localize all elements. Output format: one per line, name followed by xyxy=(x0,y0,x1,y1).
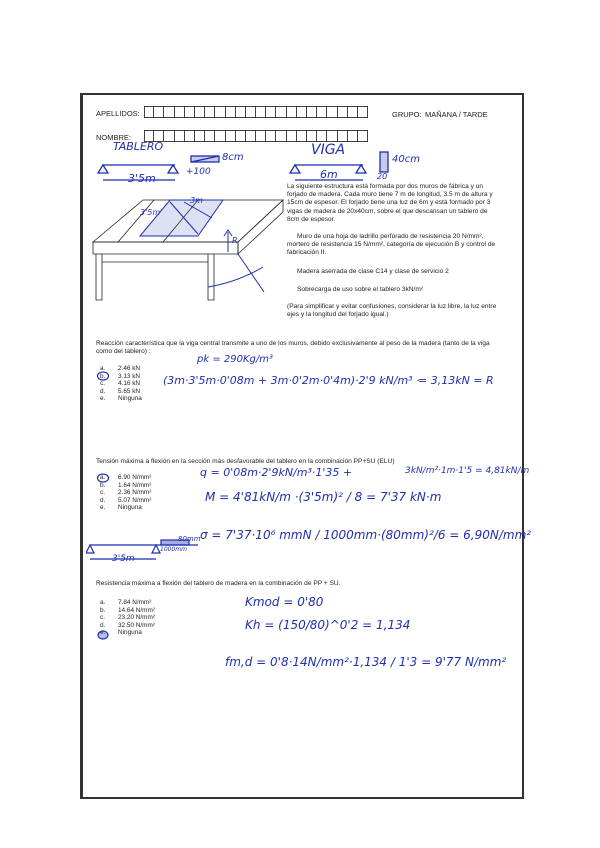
option-value: 3.13 kN xyxy=(118,372,141,380)
hw-dia-3m: 3m xyxy=(190,196,203,205)
letter-box[interactable] xyxy=(185,106,195,118)
q2-circle-mark xyxy=(96,473,110,483)
option-row[interactable] xyxy=(100,489,180,497)
option-row[interactable] xyxy=(100,388,170,396)
option-letter: b. xyxy=(100,372,106,380)
option-row[interactable] xyxy=(100,607,180,615)
grupo-label: GRUPO: xyxy=(392,110,422,119)
letter-box[interactable] xyxy=(144,106,154,118)
problem-muro: Muro de una hoja de ladrillo perforado de resistencia 20 N/mm², mortero de resistencia 15 N/mm², categoría de ejecución B y control de fabricación II. xyxy=(287,233,496,257)
option-value: 23.20 N/mm² xyxy=(118,614,155,622)
option-row[interactable] xyxy=(100,482,180,490)
option-letter: d. xyxy=(100,387,106,395)
hw-viga-6m: 6m xyxy=(320,168,338,181)
hw-viga-40: 40cm xyxy=(392,154,420,165)
option-value: 32.50 N/mm² xyxy=(118,621,155,629)
hw-tab-35m: 3'5m xyxy=(128,172,156,185)
hw-q1-pk: pk = 290Kg/m³ xyxy=(197,354,273,365)
option-row[interactable] xyxy=(100,504,180,512)
q1-circle-mark xyxy=(96,371,110,381)
option-row[interactable] xyxy=(100,380,170,388)
letter-box[interactable] xyxy=(154,106,164,118)
option-value: 2.36 N/mm² xyxy=(118,489,152,497)
letter-box[interactable] xyxy=(256,106,266,118)
option-letter: a. xyxy=(100,365,106,372)
option-value: Ninguna xyxy=(118,629,142,637)
hw-q3-fmd: fm,d = 0'8·14N/mm²·1,134 / 1'3 = 9'77 N/mm² xyxy=(225,655,507,669)
hw-q2-sigma: σ = 7'37·10⁶ mmN / 1000mm·(80mm)²/6 = 6,90N/mm² xyxy=(200,528,532,542)
apellidos-label: APELLIDOS: xyxy=(96,109,140,118)
letter-box[interactable] xyxy=(175,106,185,118)
option-letter: e. xyxy=(100,504,106,512)
apellidos-boxes[interactable] xyxy=(144,106,368,118)
hw-q2-q-tail: 3kN/m²·1m·1'5 = 4,81kN/m xyxy=(405,466,530,476)
option-value: Ninguna xyxy=(118,504,142,512)
option-letter: e. xyxy=(100,629,106,637)
option-row[interactable] xyxy=(100,474,180,482)
option-letter: b. xyxy=(100,606,106,614)
letter-box[interactable] xyxy=(205,106,215,118)
letter-box[interactable] xyxy=(338,106,348,118)
option-row[interactable] xyxy=(100,395,170,403)
option-letter: c. xyxy=(100,380,105,388)
hw-q2-35m: 3'5m xyxy=(112,554,135,564)
option-value: 5.65 kN xyxy=(118,387,141,395)
hw-tab-8cm: 8cm xyxy=(222,152,244,163)
option-letter: d. xyxy=(100,496,106,504)
hw-viga-20: 20 xyxy=(377,172,388,181)
option-letter: d. xyxy=(100,621,106,629)
hw-q3-kh: Kh = (150/80)^0'2 = 1,134 xyxy=(245,618,411,632)
q3-circle-mark xyxy=(96,630,110,640)
option-letter: a. xyxy=(100,474,106,481)
letter-box[interactable] xyxy=(287,106,297,118)
option-value: 2.46 kN xyxy=(118,365,141,372)
option-letter: a. xyxy=(100,599,106,606)
letter-box[interactable] xyxy=(276,106,286,118)
nombre-label: NOMBRE: xyxy=(96,133,132,142)
letter-box[interactable] xyxy=(348,106,358,118)
option-value: 6.90 N/mm² xyxy=(118,474,152,481)
problem-intro: La siguiente estructura está formada por dos muros de fábrica y un forjado de madera. Cada muro tiene 7 m de longitud, 3.5 m de altura y 15cm de espesor. El forjado tiene una luz de 6m y está formado por 3 vigas de madera de 20x40cm, sobre el que descansan un tablero de 8cm de espesor. xyxy=(287,183,493,223)
hw-q3-kmod: Kmod = 0'80 xyxy=(245,595,324,609)
grupo-options[interactable]: MAÑANA / TARDE xyxy=(425,110,488,119)
letter-box[interactable] xyxy=(297,106,307,118)
option-row[interactable] xyxy=(100,373,170,381)
question-1-options xyxy=(100,365,170,403)
question-3-text: Resistencia máxima a flexión del tablero de madera en la combinación de PP + SU. xyxy=(96,580,341,587)
letter-box[interactable] xyxy=(307,106,317,118)
hw-q1-formula: (3m·3'5m·0'08m + 3m·0'2m·0'4m)·2'9 kN/m³ · xyxy=(163,374,420,387)
option-row[interactable] xyxy=(100,614,180,622)
option-value: 4.16 kN xyxy=(118,380,141,388)
hw-dia-35m: 3'5m xyxy=(140,208,161,217)
letter-box[interactable] xyxy=(266,106,276,118)
problem-nota: (Para simplificar y evitar confusiones, considerar la luz libre, la luz entre ejes y la longitud del forjado igual.) xyxy=(287,303,497,319)
question-3-options xyxy=(100,599,180,637)
option-value: 1.64 N/mm² xyxy=(118,481,152,489)
question-2-text: Tensión máxima a flexión en la sección más desfavorable del tablero en la combinación PP+SU (ELU) xyxy=(96,458,395,465)
option-row[interactable] xyxy=(100,599,180,607)
letter-box[interactable] xyxy=(236,106,246,118)
problem-sobrecarga: Sobrecarga de uso sobre el tablero 3kN/m² xyxy=(297,286,424,293)
option-row[interactable] xyxy=(100,622,180,630)
option-letter: b. xyxy=(100,481,106,489)
option-row[interactable] xyxy=(100,629,180,637)
hw-q2-m: M = 4'81kN/m ·(3'5m)² / 8 = 7'37 kN·m xyxy=(205,490,442,504)
option-value: 5.07 N/mm² xyxy=(118,496,152,504)
hw-q1-result: = 3,13kN = R xyxy=(418,374,494,387)
hw-q2-1000: 1000mm xyxy=(160,546,187,553)
letter-box[interactable] xyxy=(246,106,256,118)
option-row[interactable] xyxy=(100,365,170,373)
option-value: 14.64 N/mm² xyxy=(118,606,155,614)
option-letter: e. xyxy=(100,395,106,403)
letter-box[interactable] xyxy=(327,106,337,118)
question-2-options xyxy=(100,474,180,512)
option-letter: c. xyxy=(100,489,105,497)
letter-box[interactable] xyxy=(317,106,327,118)
hw-q2-80mm: 80mm xyxy=(178,535,201,543)
letter-box[interactable] xyxy=(358,106,368,118)
problem-madera: Madera aserrada de clase C14 y clase de servicio 2 xyxy=(297,268,449,275)
letter-box[interactable] xyxy=(195,106,205,118)
hw-dia-r: R xyxy=(232,236,238,245)
letter-box[interactable] xyxy=(215,106,225,118)
hw-tablero: TABLERO xyxy=(113,140,164,153)
hw-q2-q: q = 0'08m·2'9kN/m³·1'35 + xyxy=(200,466,353,479)
structure-diagram xyxy=(88,192,288,310)
hw-tab-100: +100 xyxy=(186,167,211,177)
letter-box[interactable] xyxy=(164,106,174,118)
letter-box[interactable] xyxy=(226,106,236,118)
hw-viga: VIGA xyxy=(311,142,346,158)
option-value: 7.84 N/mm² xyxy=(118,599,152,606)
option-value: Ninguna xyxy=(118,395,142,403)
option-row[interactable] xyxy=(100,497,180,505)
question-1-text: Reacción característica que la viga central transmite a uno de los muros, debido exclusivamente al peso de la madera (tanto de la viga como del tablero) : xyxy=(96,340,490,355)
option-letter: c. xyxy=(100,614,105,622)
